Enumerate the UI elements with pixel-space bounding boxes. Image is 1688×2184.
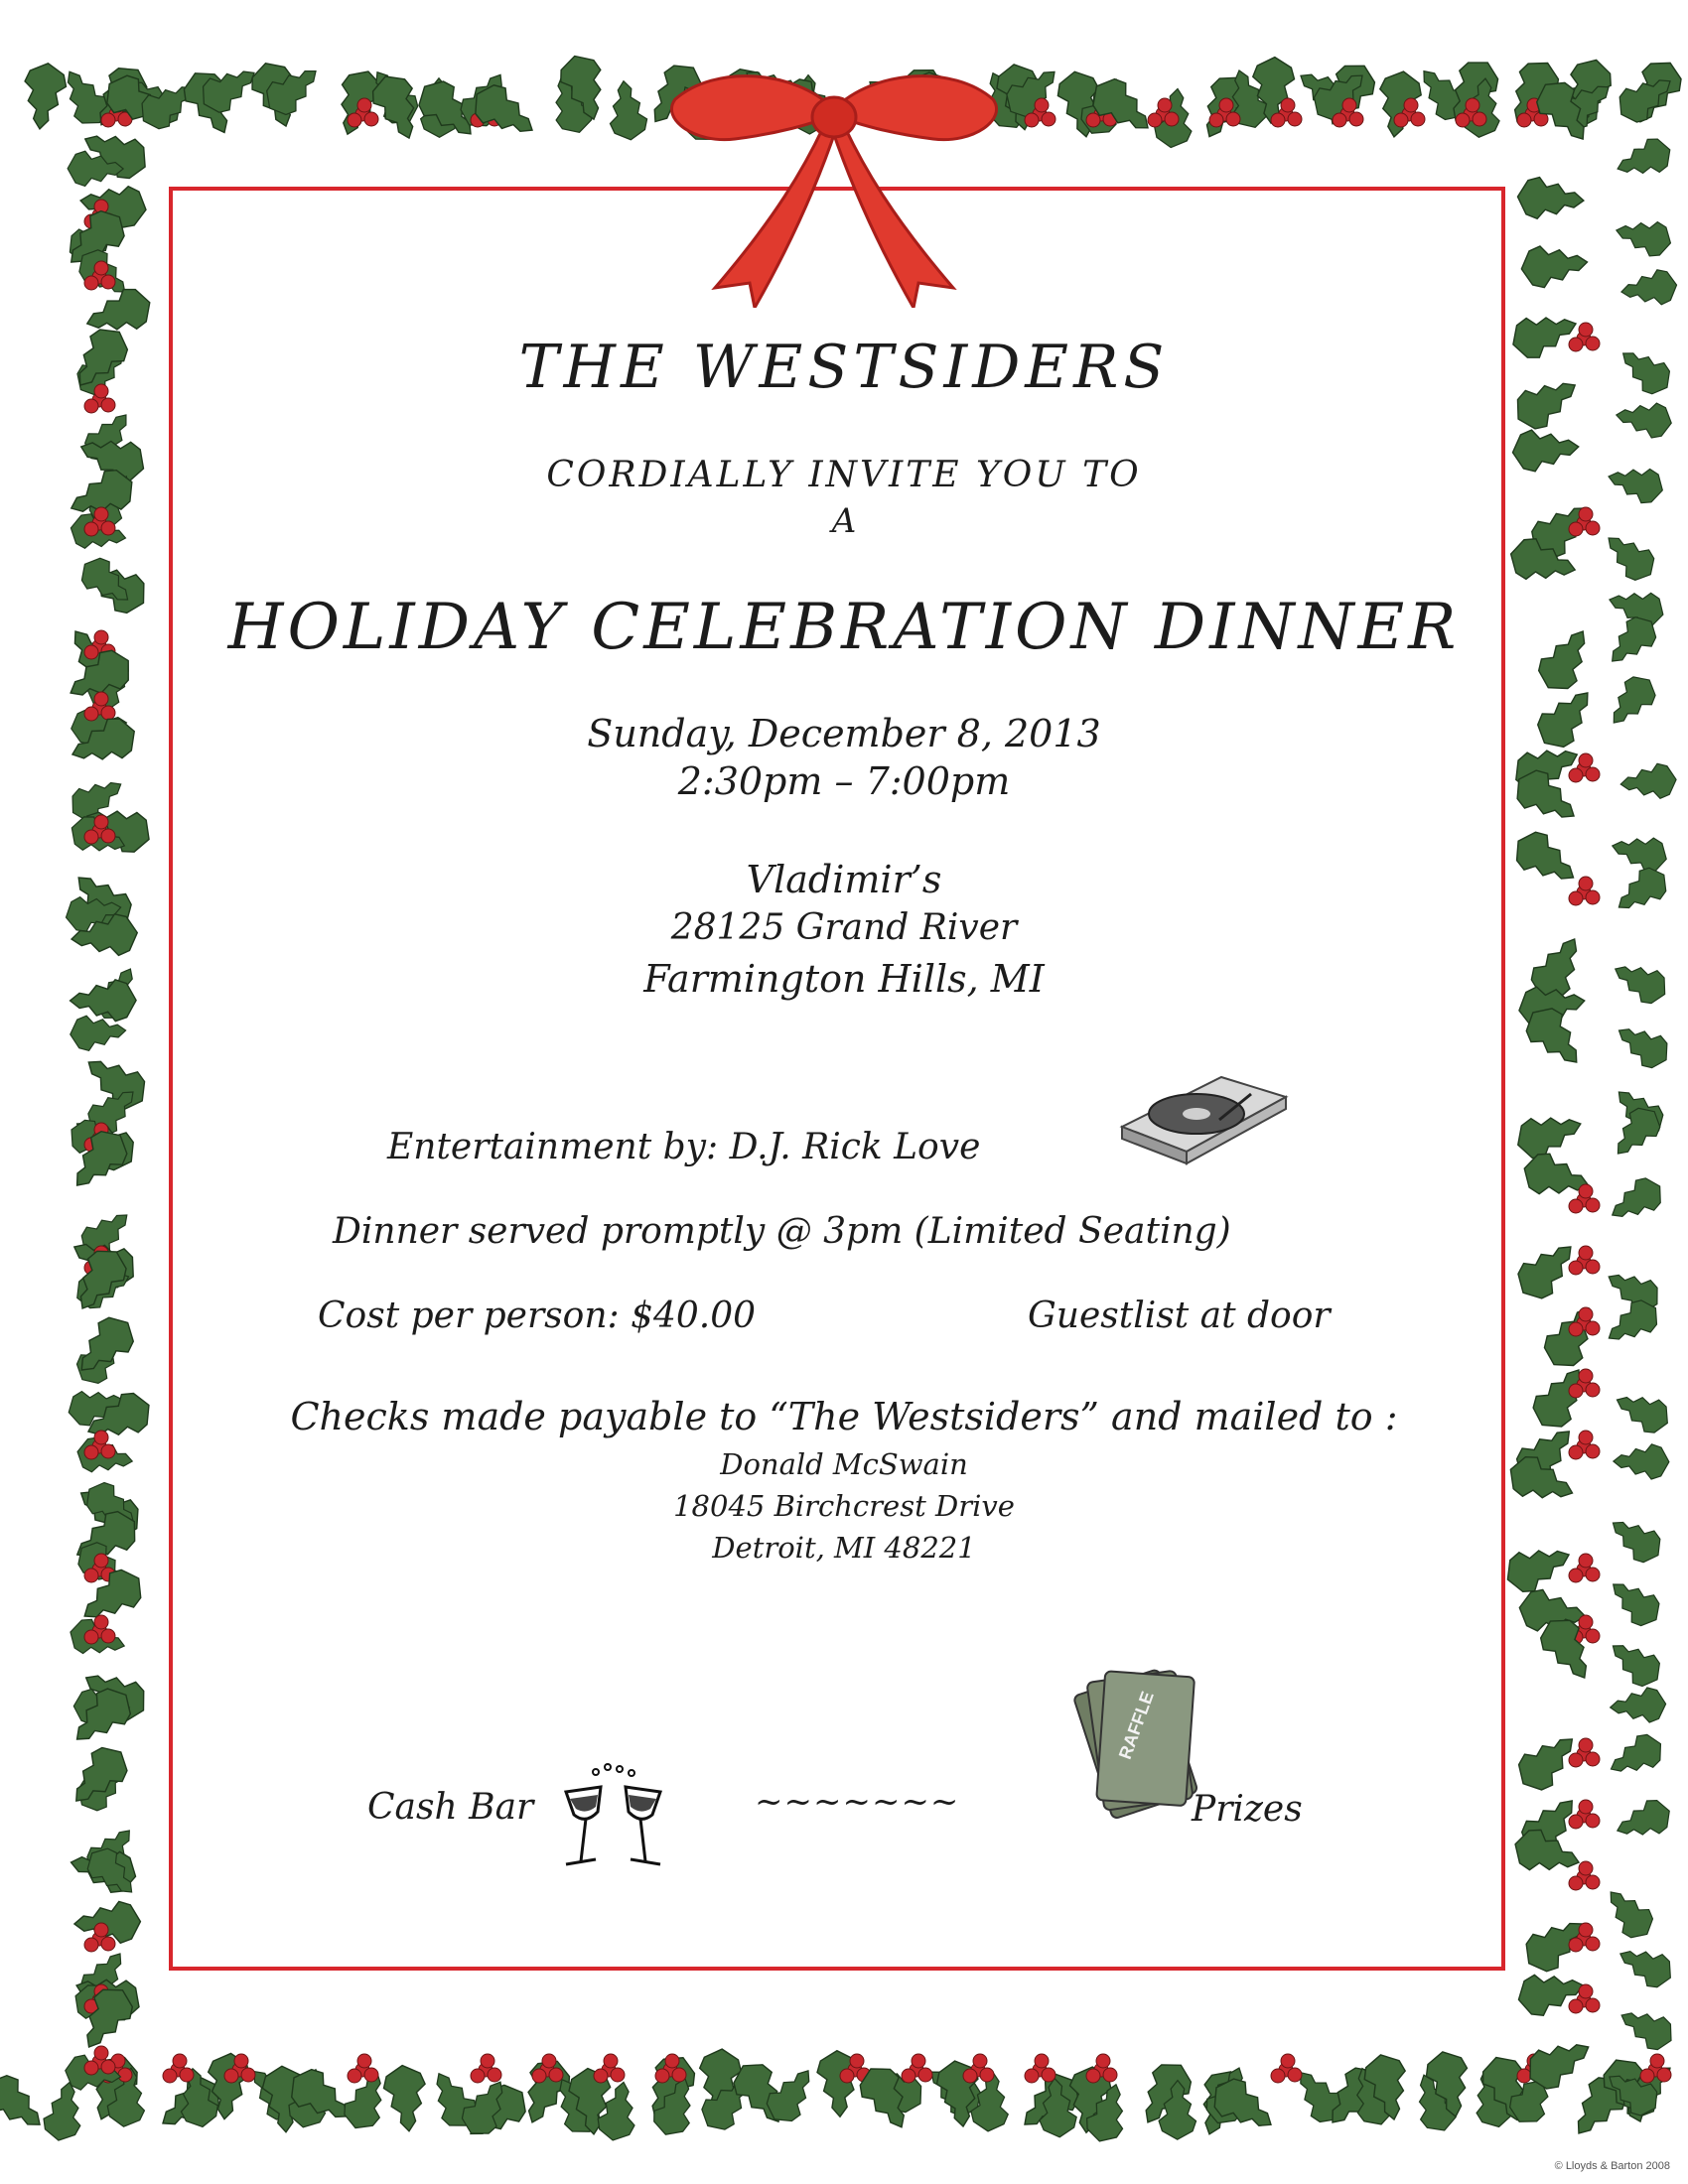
holly-berry (241, 2068, 255, 2082)
holly-berry (94, 1923, 108, 1937)
holly-berry (101, 113, 115, 127)
holly-berry (84, 1630, 98, 1644)
venue-name: Vladimir’s (746, 858, 942, 901)
holly-berry (963, 2069, 977, 2083)
holly-berry (234, 2054, 248, 2068)
holly-berry (94, 261, 108, 275)
holly-leaf (1614, 398, 1674, 441)
holly-berry (118, 2068, 132, 2082)
holly-leaf (1603, 1570, 1668, 1633)
holly-berry (1586, 1937, 1600, 1951)
dinner-note: Dinner served promptly @ 3pm (Limited Seating) (333, 1211, 1231, 1252)
holly-berry (1473, 112, 1486, 126)
holly-berry (1569, 1753, 1583, 1767)
holly-leaf (1613, 1938, 1678, 1993)
host-title: THE WESTSIDERS (518, 333, 1170, 402)
holly-berry (594, 2069, 608, 2083)
holly-berry (1466, 98, 1479, 112)
prizes-label: Prizes (1192, 1789, 1303, 1830)
holly-berry (1579, 1307, 1593, 1321)
holly-berry (163, 2069, 177, 2083)
holly-berry (364, 112, 378, 126)
red-bow-icon (655, 69, 1013, 308)
holly-berry (980, 2068, 994, 2082)
holly-leaf (1536, 1297, 1607, 1376)
holly-berry (173, 2054, 187, 2068)
holly-berry (1165, 112, 1179, 126)
holly-berry (1569, 1876, 1583, 1890)
holly-berry (532, 2069, 546, 2083)
holly-berry (101, 275, 115, 289)
champagne-glasses-icon (556, 1757, 670, 1886)
holly-berry (1569, 1999, 1583, 2013)
holly-berry (84, 276, 98, 290)
holly-berry (1579, 1246, 1593, 1260)
holly-berry (1103, 2068, 1117, 2082)
holly-berry (1349, 112, 1363, 126)
cash-bar-label: Cash Bar (367, 1787, 534, 1828)
holly-berry (1650, 2054, 1664, 2068)
holly-berry (1569, 1322, 1583, 1336)
holly-berry (364, 2068, 378, 2082)
holly-berry (1219, 98, 1233, 112)
holly-berry (1586, 1629, 1600, 1643)
holly-berry (1035, 98, 1049, 112)
holly-berry (488, 2068, 501, 2082)
holly-berry (1042, 112, 1055, 126)
holly-leaf (1604, 1728, 1669, 1785)
holly-berry (1579, 1184, 1593, 1198)
holly-berry (1411, 112, 1425, 126)
holly-berry (672, 2068, 686, 2082)
holly-berry (912, 2054, 925, 2068)
holly-berry (1569, 1815, 1583, 1829)
holly-berry (611, 2068, 625, 2082)
holly-leaf (19, 61, 69, 131)
holly-berry (1586, 1814, 1600, 1828)
holly-berry (1025, 113, 1039, 127)
raffle-label: RAFFLE (1114, 1689, 1158, 1762)
holly-berry (1086, 2069, 1100, 2083)
holly-berry (1209, 113, 1223, 127)
holly-berry (84, 2061, 98, 2075)
holly-leaf (605, 78, 648, 142)
holly-berry (94, 815, 108, 829)
holly-berry (1579, 1369, 1593, 1383)
invite-line: CORDIALLY INVITE YOU TO (546, 455, 1142, 495)
holly-berry (1333, 113, 1346, 127)
holly-berry (348, 113, 361, 127)
holly-berry (84, 1569, 98, 1582)
holly-leaf (1603, 1632, 1668, 1694)
holly-leaf (381, 2063, 429, 2132)
holly-leaf (1612, 1795, 1676, 1847)
holly-berry (357, 2054, 371, 2068)
guestlist-note: Guestlist at door (1028, 1296, 1331, 1336)
holly-berry (918, 2068, 932, 2082)
event-name: HOLIDAY CELEBRATION DINNER (227, 591, 1461, 664)
venue-city: Farmington Hills, MI (643, 957, 1045, 1001)
holly-berry (1035, 2054, 1049, 2068)
holly-leaf (1619, 268, 1679, 310)
holly-leaf (1613, 213, 1675, 260)
holly-berry (1569, 1199, 1583, 1213)
holly-berry (1456, 113, 1470, 127)
invite-article: A (831, 501, 857, 541)
holly-berry (1579, 1923, 1593, 1937)
holly-berry (1586, 1198, 1600, 1212)
holly-berry (840, 2069, 854, 2083)
holly-berry (1586, 1875, 1600, 1889)
holly-berry (665, 2054, 679, 2068)
holly-berry (1586, 1321, 1600, 1335)
holly-berry (1281, 2054, 1295, 2068)
holly-berry (1271, 2069, 1285, 2083)
copyright-note: © Lloyds & Barton 2008 (1554, 2160, 1670, 2172)
holly-berry (1579, 1861, 1593, 1875)
holly-berry (348, 2069, 361, 2083)
event-date: Sunday, December 8, 2013 (587, 712, 1101, 755)
holly-berry (1096, 2054, 1110, 2068)
holly-berry (101, 1937, 115, 1951)
checks-line: Checks made payable to “The Westsiders” and mailed to : (290, 1395, 1398, 1438)
holly-berry (1394, 113, 1408, 127)
turntable-icon (1102, 1072, 1291, 1171)
event-time: 2:30pm – 7:00pm (677, 759, 1011, 803)
holly-berry (549, 2068, 563, 2082)
holly-leaf (1610, 1687, 1667, 1725)
holly-berry (1158, 98, 1172, 112)
holly-berry (1288, 112, 1302, 126)
holly-berry (1586, 1998, 1600, 2012)
holly-berry (94, 692, 108, 706)
holly-berry (357, 98, 371, 112)
entertainment-line: Entertainment by: D.J. Rick Love (387, 1127, 981, 1167)
holly-berry (1657, 2068, 1671, 2082)
holly-berry (1042, 2068, 1055, 2082)
holly-berry (655, 2069, 669, 2083)
holly-berry (1579, 1738, 1593, 1752)
mail-street: 18045 Birchcrest Drive (673, 1489, 1015, 1523)
holly-leaf (1610, 1016, 1675, 1074)
holly-leaf (1604, 1171, 1669, 1230)
mail-name: Donald McSwain (720, 1447, 968, 1481)
holly-berry (1517, 2069, 1531, 2083)
holly-berry (1586, 1568, 1600, 1581)
holly-berry (84, 830, 98, 844)
holly-berry (94, 2046, 108, 2060)
cost-per-person: Cost per person: $40.00 (318, 1296, 757, 1336)
holly-leaf (1519, 241, 1590, 290)
venue-street: 28125 Grand River (670, 907, 1018, 948)
holly-berry (1086, 113, 1100, 127)
holly-berry (542, 2054, 556, 2068)
holly-berry (1569, 1938, 1583, 1952)
holly-berry (84, 1938, 98, 1952)
holly-berry (1579, 1800, 1593, 1814)
holly-leaf (1598, 1880, 1660, 1945)
holly-berry (101, 1629, 115, 1643)
holly-berry (1640, 2069, 1654, 2083)
holly-berry (1569, 1261, 1583, 1275)
holly-berry (481, 2054, 494, 2068)
holly-berry (850, 2054, 864, 2068)
holly-berry (1579, 1615, 1593, 1629)
separator-tildes: ~~~~~~~ (755, 1782, 960, 1822)
holly-berry (1288, 2068, 1302, 2082)
holly-berry (1569, 1569, 1583, 1582)
holly-berry (1281, 98, 1295, 112)
mail-city: Detroit, MI 48221 (712, 1531, 976, 1565)
holly-berry (180, 2068, 194, 2082)
holly-berry (101, 2060, 115, 2074)
holly-berry (1404, 98, 1418, 112)
holly-berry (1586, 1260, 1600, 1274)
holly-berry (604, 2054, 618, 2068)
holly-leaf (1612, 133, 1676, 185)
holly-berry (1226, 112, 1240, 126)
holly-berry (224, 2069, 238, 2083)
holly-berry (1271, 113, 1285, 127)
holly-leaf (1516, 176, 1585, 221)
holly-berry (1025, 2069, 1039, 2083)
holly-berry (471, 2069, 485, 2083)
holly-berry (1148, 113, 1162, 127)
holly-berry (1342, 98, 1356, 112)
holly-berry (101, 829, 115, 843)
holly-berry (1586, 1752, 1600, 1766)
holly-berry (94, 1615, 108, 1629)
holly-berry (973, 2054, 987, 2068)
holly-berry (1579, 1984, 1593, 1998)
raffle-tickets-icon (1072, 1658, 1211, 1827)
holly-berry (902, 2069, 915, 2083)
holly-berry (1517, 113, 1531, 127)
holly-leaf (1614, 1999, 1679, 2056)
